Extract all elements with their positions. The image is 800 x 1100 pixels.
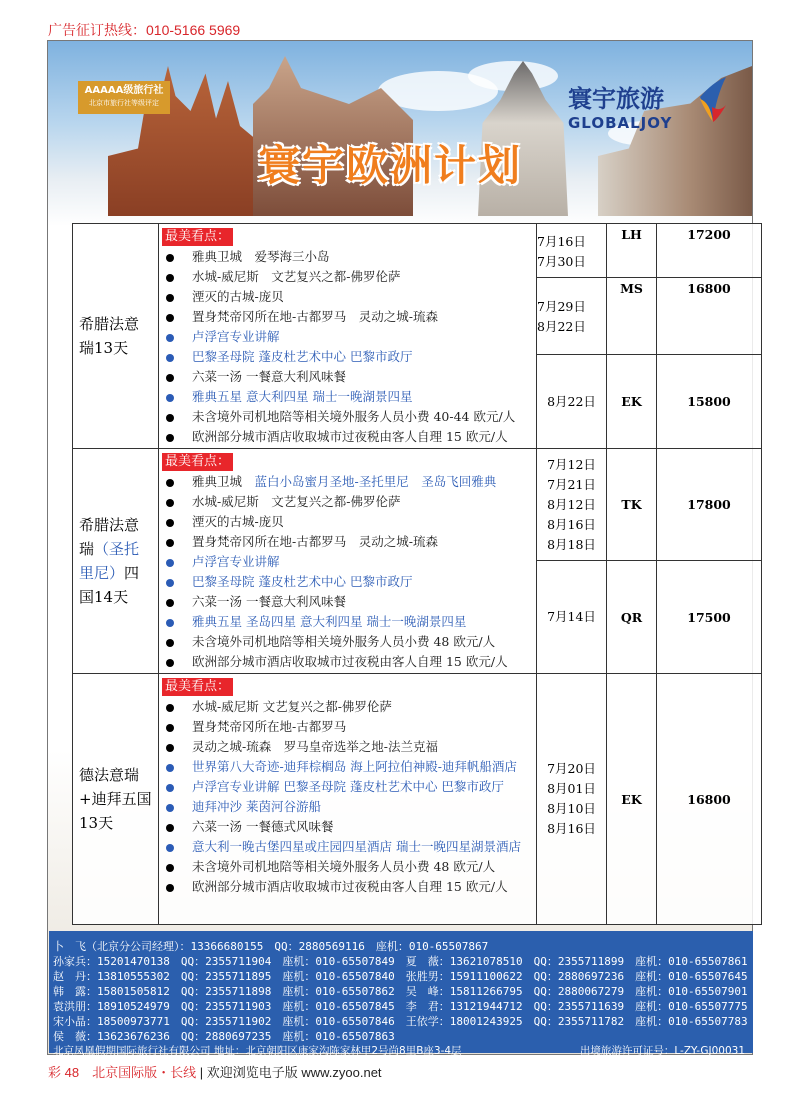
- tour-price: 17200: [657, 224, 761, 278]
- departure-date: 8月01日: [547, 781, 596, 796]
- departure-date: 8月22日: [547, 393, 596, 409]
- highlight-text: 置身梵帝冈所在地-古都罗马: [192, 719, 347, 734]
- highlight-item: [162, 247, 536, 267]
- bullet-icon: [166, 254, 174, 262]
- departure-date: 8月12日: [547, 496, 596, 512]
- highlight-text: 巴黎圣母院 蓬皮杜艺术中心 巴黎市政厅: [192, 574, 413, 589]
- tour-name-part: 希腊法意瑞13天: [79, 315, 140, 357]
- highlight-text: 雅典五星 圣岛四星 意大利四星 瑞士一晚湖景四星: [192, 614, 467, 629]
- bullet-icon: [166, 334, 174, 342]
- highlight-item: [162, 367, 536, 387]
- highlight-text: 欧洲部分城市酒店收取城市过夜税由客人自理 15 欧元/人: [192, 879, 508, 894]
- bullet-icon: [166, 519, 174, 527]
- highlight-text: 置身梵帝冈所在地-古都罗马 灵动之城-琉森: [192, 309, 438, 324]
- departure-date: 7月14日: [547, 609, 596, 624]
- contact-row: 宋小晶：18500973771 QQ：2355711902 座机：010-65507846 王依学：18001243925 QQ：2355711782 座机：010-65507783: [53, 1015, 748, 1028]
- highlight-item: [162, 632, 536, 652]
- highlight-item: [162, 472, 536, 492]
- departure-date: 7月29日: [537, 299, 586, 315]
- highlight-item: [162, 307, 536, 327]
- bullet-icon: [166, 659, 174, 667]
- bullet-icon: [166, 394, 174, 402]
- highlight-text: 水城-威尼斯 文艺复兴之都-佛罗伦萨: [192, 269, 401, 284]
- tour-name-part: 四国14天: [79, 564, 140, 606]
- bullet-icon: [166, 784, 174, 792]
- highlight-item: [162, 612, 536, 632]
- highlight-item: [162, 512, 536, 532]
- airline-code: EK: [607, 674, 657, 924]
- contact-row: 赵 丹：13810555302 QQ：2355711895 座机：010-65507840 张胜男：15911100622 QQ：2880697236 座机：010-65507645: [53, 970, 748, 983]
- bullet-icon: [166, 434, 174, 442]
- bullet-icon: [166, 414, 174, 422]
- tour-name-part: （圣托里尼）: [79, 540, 140, 582]
- bullet-icon: [166, 274, 174, 282]
- logo-cn: 寰宇旅游: [568, 85, 664, 113]
- bullet-icon: [166, 559, 174, 567]
- departure-dates: [537, 674, 607, 924]
- highlight-item: [162, 817, 536, 837]
- ad-hotline: 广告征订热线：010-5166 5969: [48, 22, 241, 38]
- highlight-item: [162, 877, 536, 897]
- highlight-text: 欧洲部分城市酒店收取城市过夜税由客人自理 15 欧元/人: [192, 654, 508, 669]
- highlight-item: [162, 797, 536, 817]
- highlight-text: 未含境外司机地陪等相关境外服务人员小费 48 欧元/人: [192, 634, 496, 649]
- bullet-icon: [166, 619, 174, 627]
- wing-logo-icon: [698, 77, 728, 127]
- highlight-item: [162, 267, 536, 287]
- highlights: [159, 674, 537, 924]
- website-link: 欢迎浏览电子版 www.zyoo.net: [206, 1065, 382, 1080]
- highlight-tag: 最美看点：: [162, 678, 233, 696]
- banner: [48, 41, 752, 226]
- bullet-icon: [166, 479, 174, 487]
- bullet-icon: [166, 599, 174, 607]
- departure-date: 8月16日: [547, 821, 596, 836]
- departure-date: 8月18日: [547, 536, 596, 552]
- highlight-text: 灵动之城-琉森 罗马皇帝选举之地-法兰克福: [192, 739, 438, 754]
- separator: |: [199, 1065, 204, 1080]
- highlight-text: 雅典五星 意大利四星 瑞士一晚湖景四星: [192, 389, 413, 404]
- departure-date: 8月10日: [547, 801, 596, 816]
- highlight-text: 水城-威尼斯 文艺复兴之都-佛罗伦萨: [192, 699, 392, 714]
- bullet-icon: [166, 354, 174, 362]
- departure-date: 7月30日: [537, 253, 586, 269]
- highlight-item: [162, 287, 536, 307]
- contact-row: 袁洪朋：18910524979 QQ：2355711903 座机：010-65507845 李 君：13121944712 QQ：2355711639 座机：010-65507775: [53, 1000, 748, 1013]
- highlights: [159, 449, 537, 673]
- bullet-icon: [166, 824, 174, 832]
- contact-row: 侯 薇：13623676236 QQ：2880697235 座机：010-65507863: [53, 1030, 395, 1043]
- tour-name-text: [79, 312, 152, 360]
- contact-panel: [49, 931, 753, 1057]
- highlight-text: 六菜一汤 一餐意大利风味餐: [192, 369, 346, 384]
- tour-price: 17800: [657, 449, 761, 561]
- logo-en: GLOBALJOY: [568, 114, 673, 132]
- tour-name: [73, 674, 159, 924]
- airline-code: LH: [607, 224, 657, 278]
- highlight-item: [162, 572, 536, 592]
- highlight-item: [162, 592, 536, 612]
- bullet-icon: [166, 864, 174, 872]
- highlight-item: [162, 737, 536, 757]
- highlight-item: [162, 552, 536, 572]
- bullet-icon: [166, 579, 174, 587]
- page-number: 彩 48 北京国际版・长线: [48, 1065, 197, 1080]
- tour-name: [73, 449, 159, 673]
- bullet-icon: [166, 804, 174, 812]
- highlight-text: 水城-威尼斯 文艺复兴之都-佛罗伦萨: [192, 494, 401, 509]
- highlight-text: 雅典卫城: [192, 474, 255, 489]
- highlight-item: [162, 717, 536, 737]
- badge-rating: AAAAA级旅行社: [84, 85, 164, 96]
- highlight-text: 雅典卫城 爱琴海三小岛: [192, 249, 330, 264]
- highlight-text: 未含境外司机地陪等相关境外服务人员小费 48 欧元/人: [192, 859, 496, 874]
- tour-name-part: 德法意瑞+迪拜五国13天: [79, 766, 152, 832]
- license-number: 出境旅游许可证号：L-ZY-GJ00031: [579, 1045, 745, 1057]
- tour-name: [73, 224, 159, 448]
- highlight-text: 蓝白小岛蜜月圣地-圣托里尼 圣岛飞回雅典: [254, 474, 497, 489]
- departure-dates: [537, 561, 607, 673]
- highlight-text: 湮灭的古城-庞贝: [192, 289, 284, 304]
- highlight-item: [162, 697, 536, 717]
- contact-row: 韩 露：15801505812 QQ：2355711898 座机：010-65507862 吴 峰：15811266795 QQ：2880067279 座机：010-65507901: [53, 985, 748, 998]
- page-footer: [48, 1062, 382, 1081]
- company-address: 北京凤凰假期国际旅行社有限公司 地址：北京朝阳区康家沟陈家林甲2号尚8里B座3-4层: [53, 1045, 462, 1057]
- tour-price: 15800: [687, 394, 731, 410]
- highlights: [159, 224, 537, 448]
- tour-table: [72, 223, 762, 925]
- highlight-item: [162, 427, 536, 447]
- airline-code: QR: [607, 561, 657, 673]
- departure-date: 8月16日: [547, 516, 596, 532]
- highlight-item: [162, 532, 536, 552]
- departure-date: 7月16日: [537, 233, 586, 249]
- departure-date: 7月21日: [547, 476, 596, 492]
- bullet-icon: [166, 844, 174, 852]
- highlight-item: [162, 857, 536, 877]
- highlight-item: [162, 327, 536, 347]
- banner-title: 寰宇欧洲计划: [258, 141, 523, 190]
- company-info: [53, 1044, 753, 1059]
- highlight-text: 卢浮宫专业讲解 巴黎圣母院 蓬皮杜艺术中心 巴黎市政厅: [192, 779, 504, 794]
- highlight-tag: 最美看点：: [162, 228, 233, 246]
- contact-row: 卜 飞（北京分公司经理）：13366680155 QQ：2880569116 座机：010-65507867: [53, 940, 489, 953]
- tour-section: [73, 449, 761, 674]
- tour-name-text: [79, 513, 152, 609]
- rating-badge: [78, 81, 170, 114]
- tour-price: 17500: [687, 609, 731, 625]
- highlight-text: 卢浮宫专业讲解: [192, 329, 280, 344]
- tour-price: 16800: [657, 278, 761, 356]
- highlight-item: [162, 777, 536, 797]
- highlight-item: [162, 837, 536, 857]
- airline-code: MS: [607, 278, 657, 356]
- highlight-item: [162, 757, 536, 777]
- departure-date: 7月12日: [547, 456, 596, 472]
- highlight-text: 世界第八大奇迹-迪拜棕榈岛 海上阿拉伯神殿-迪拜帆船酒店: [192, 759, 517, 774]
- bullet-icon: [166, 744, 174, 752]
- tour-section: [73, 224, 761, 449]
- highlight-text: 意大利一晚古堡四星或庄园四星酒店 瑞士一晚四星湖景酒店: [192, 839, 521, 854]
- airline-code: EK: [607, 355, 657, 448]
- highlight-text: 六菜一汤 一餐德式风味餐: [192, 819, 334, 834]
- badge-note: 北京市旅行社等级评定: [89, 99, 159, 107]
- highlight-text: 置身梵帝冈所在地-古都罗马 灵动之城-琉森: [192, 534, 438, 549]
- departure-dates: [537, 355, 607, 448]
- highlight-item: [162, 347, 536, 367]
- tour-price: 16800: [687, 791, 731, 807]
- tour-name-part: 希腊法意瑞: [79, 516, 140, 558]
- departure-dates: [537, 278, 607, 356]
- bullet-icon: [166, 639, 174, 647]
- highlight-item: [162, 492, 536, 512]
- highlight-item: [162, 652, 536, 672]
- tour-name-text: [79, 763, 152, 835]
- highlight-text: 湮灭的古城-庞贝: [192, 514, 284, 529]
- ad-frame: [47, 40, 753, 1055]
- departure-dates: [537, 449, 607, 561]
- bullet-icon: [166, 704, 174, 712]
- departure-date: 8月22日: [537, 319, 586, 335]
- highlight-text: 巴黎圣母院 蓬皮杜艺术中心 巴黎市政厅: [192, 349, 413, 364]
- highlight-text: 卢浮宫专业讲解: [192, 554, 280, 569]
- bullet-icon: [166, 314, 174, 322]
- bullet-icon: [166, 724, 174, 732]
- highlight-text: 六菜一汤 一餐意大利风味餐: [192, 594, 346, 609]
- departure-dates: [537, 224, 607, 278]
- bullet-icon: [166, 499, 174, 507]
- tour-section: [73, 674, 761, 924]
- bullet-icon: [166, 884, 174, 892]
- highlight-item: [162, 407, 536, 427]
- contact-row: 孙家兵：15201470138 QQ：2355711904 座机：010-65507849 夏 薇：13621078510 QQ：2355711899 座机：010-65507861: [53, 955, 748, 968]
- highlight-item: [162, 387, 536, 407]
- bullet-icon: [166, 294, 174, 302]
- highlight-tag: 最美看点：: [162, 453, 233, 471]
- highlight-text: 欧洲部分城市酒店收取城市过夜税由客人自理 15 欧元/人: [192, 429, 508, 444]
- highlight-text: 迪拜冲沙 莱茵河谷游船: [192, 799, 321, 814]
- bullet-icon: [166, 764, 174, 772]
- highlight-text: 未含境外司机地陪等相关境外服务人员小费 40-44 欧元/人: [192, 409, 516, 424]
- bullet-icon: [166, 374, 174, 382]
- bullet-icon: [166, 539, 174, 547]
- airline-code: TK: [607, 449, 657, 561]
- departure-date: 7月20日: [547, 761, 596, 776]
- brand-logo: [568, 79, 672, 132]
